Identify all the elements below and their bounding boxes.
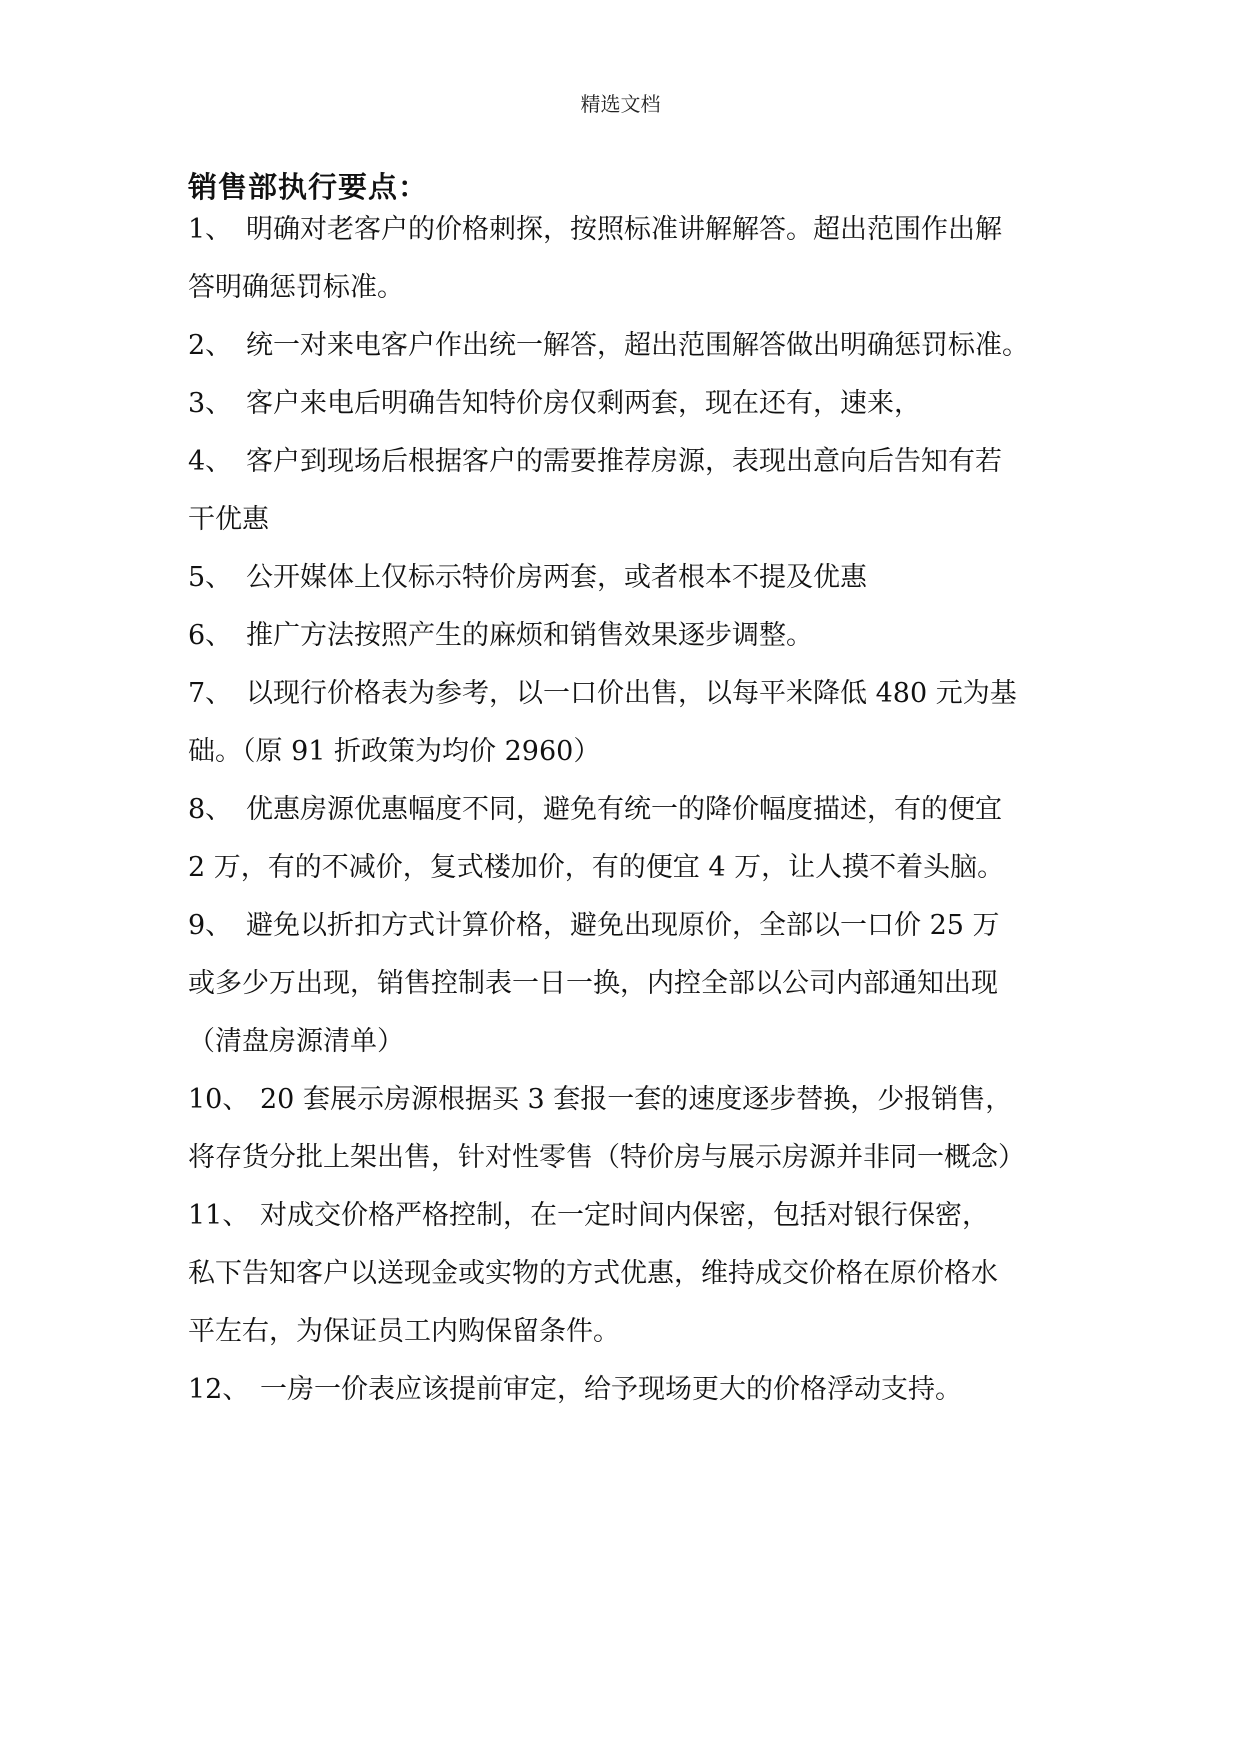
item-number: 10、	[188, 1084, 250, 1115]
item-number: 3、	[188, 388, 233, 419]
item-4	[188, 439, 1002, 478]
item-9	[188, 903, 1000, 942]
item-5	[188, 555, 867, 594]
item-number: 9、	[188, 910, 233, 941]
item-number: 12、	[188, 1374, 250, 1405]
item-text: 推广方法按照产生的麻烦和销售效果逐步调整。	[246, 620, 813, 651]
item-text: 客户到现场后根据客户的需要推荐房源，表现出意向后告知有若	[246, 446, 1002, 477]
item-1	[188, 207, 1002, 246]
item-11-continuation-2: 平左右，为保证员工内购保留条件。	[188, 1316, 620, 1347]
item-number: 11、	[188, 1200, 250, 1231]
item-6	[188, 613, 813, 652]
item-text: 以现行价格表为参考，以一口价出售，以每平米降低 480 元为基	[246, 678, 1017, 709]
page-header: 精选文档	[580, 92, 661, 116]
item-9-continuation-2: （清盘房源清单）	[188, 1026, 404, 1057]
item-10-continuation: 将存货分批上架出售，针对性零售（特价房与展示房源并非同一概念）	[188, 1142, 1025, 1173]
item-text: 统一对来电客户作出统一解答，超出范围解答做出明确惩罚标准。	[246, 330, 1029, 361]
item-7	[188, 671, 1017, 710]
item-4-continuation: 干优惠	[188, 504, 269, 535]
item-10	[188, 1077, 1012, 1116]
item-text: 避免以折扣方式计算价格，避免出现原价，全部以一口价 25 万	[246, 910, 1000, 941]
item-number: 8、	[188, 794, 233, 825]
item-3	[188, 381, 921, 420]
item-number: 1、	[188, 214, 233, 245]
item-text: 客户来电后明确告知特价房仅剩两套，现在还有，速来，	[246, 388, 921, 419]
item-text: 对成交价格严格控制，在一定时间内保密，包括对银行保密，	[260, 1200, 989, 1231]
item-number: 4、	[188, 446, 233, 477]
item-text: 优惠房源优惠幅度不同，避免有统一的降价幅度描述，有的便宜	[246, 794, 1002, 825]
item-12	[188, 1367, 962, 1406]
item-8-continuation: 2 万，有的不减价，复式楼加价，有的便宜 4 万，让人摸不着头脑。	[188, 852, 1005, 883]
item-1-continuation: 答明确惩罚标准。	[188, 272, 404, 303]
item-text: 公开媒体上仅标示特价房两套，或者根本不提及优惠	[246, 562, 867, 593]
item-text: 20 套展示房源根据买 3 套报一套的速度逐步替换，少报销售，	[260, 1084, 1013, 1115]
item-text: 明确对老客户的价格刺探，按照标准讲解解答。超出范围作出解	[246, 214, 1002, 245]
item-number: 6、	[188, 620, 233, 651]
item-11	[188, 1193, 989, 1232]
item-2	[188, 323, 1029, 362]
item-11-continuation: 私下告知客户以送现金或实物的方式优惠，维持成交价格在原价格水	[188, 1258, 998, 1289]
item-number: 5、	[188, 562, 233, 593]
item-text: 一房一价表应该提前审定，给予现场更大的价格浮动支持。	[260, 1374, 962, 1405]
item-7-continuation: 础。（原 91 折政策为均价 2960）	[188, 736, 601, 767]
item-number: 7、	[188, 678, 233, 709]
item-8	[188, 787, 1002, 826]
item-number: 2、	[188, 330, 233, 361]
document-title: 销售部执行要点：	[188, 170, 429, 204]
item-9-continuation: 或多少万出现，销售控制表一日一换，内控全部以公司内部通知出现	[188, 968, 998, 999]
